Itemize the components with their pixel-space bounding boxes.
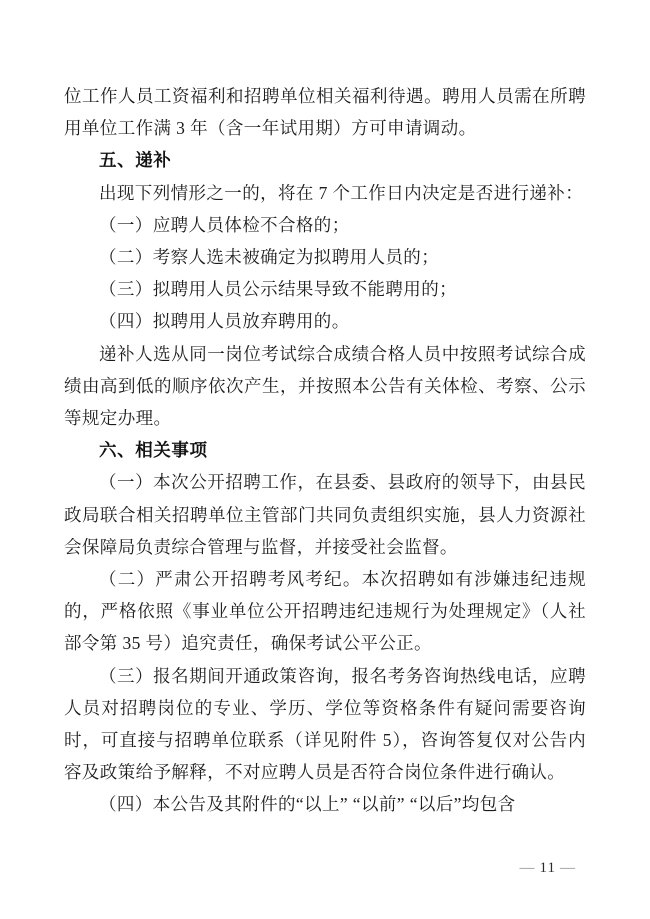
list-item-2: （二）考察人选未被确定为拟聘用人员的； [99, 247, 440, 268]
page-number-dash-left: — [519, 860, 536, 876]
list-item-4: （四）拟聘用人员放弃聘用的。 [99, 311, 350, 332]
list-item-1: （一）应聘人员体检不合格的； [99, 214, 350, 235]
paragraph: （三）报名期间开通政策咨询，报名考务咨询热线电话，应聘人员对招聘岗位的专业、学历、学位等资格条件有疑问需要咨询时，可直接与招聘单位联系（详见附件 5），咨询答复仅对公告内容及政策给予解释，不对应聘人员是否符合岗位条件进行确认。 [64, 665, 586, 783]
paragraph: 递补人选从同一岗位考试综合成绩合格人员中按照考试综合成绩由高到低的顺序依次产生，并按照本公告有关体检、考察、公示等规定办理。 [64, 343, 586, 429]
paragraph: （二）严肃公开招聘考风考纪。本次招聘如有涉嫌违纪违规的，严格依照《事业单位公开招聘违纪违规行为处理规定》（人社部令第 35 号）追究责任，确保考试公平公正。 [64, 569, 586, 654]
paragraph: 出现下列情形之一的，将在 7 个工作日内决定是否进行递补： [99, 182, 584, 203]
paragraph: （一）本次公开招聘工作，在县委、县政府的领导下，由县民政局联合相关招聘单位主管部门共同负责组织实施，县人力资源社会保障局负责综合管理与监督，并接受社会监督。 [64, 472, 586, 557]
paragraph: （四）本公告及其附件的“以上” “以前” “以后”均包含 [99, 794, 516, 815]
page-number-value: 11 [539, 860, 556, 876]
section-heading-five: 五、递补 [99, 150, 172, 171]
document-body [64, 80, 586, 821]
paragraph-continuation: 位工作人员工资福利和招聘单位相关福利待遇。聘用人员需在所聘用单位工作满 3 年（含一年试用期）方可申请调动。 [64, 86, 586, 139]
page-number [516, 859, 580, 877]
page-number-dash-right: — [560, 860, 576, 876]
list-item-3: （三）拟聘用人员公示结果导致不能聘用的； [99, 279, 457, 300]
section-heading-six: 六、相关事项 [99, 440, 208, 461]
